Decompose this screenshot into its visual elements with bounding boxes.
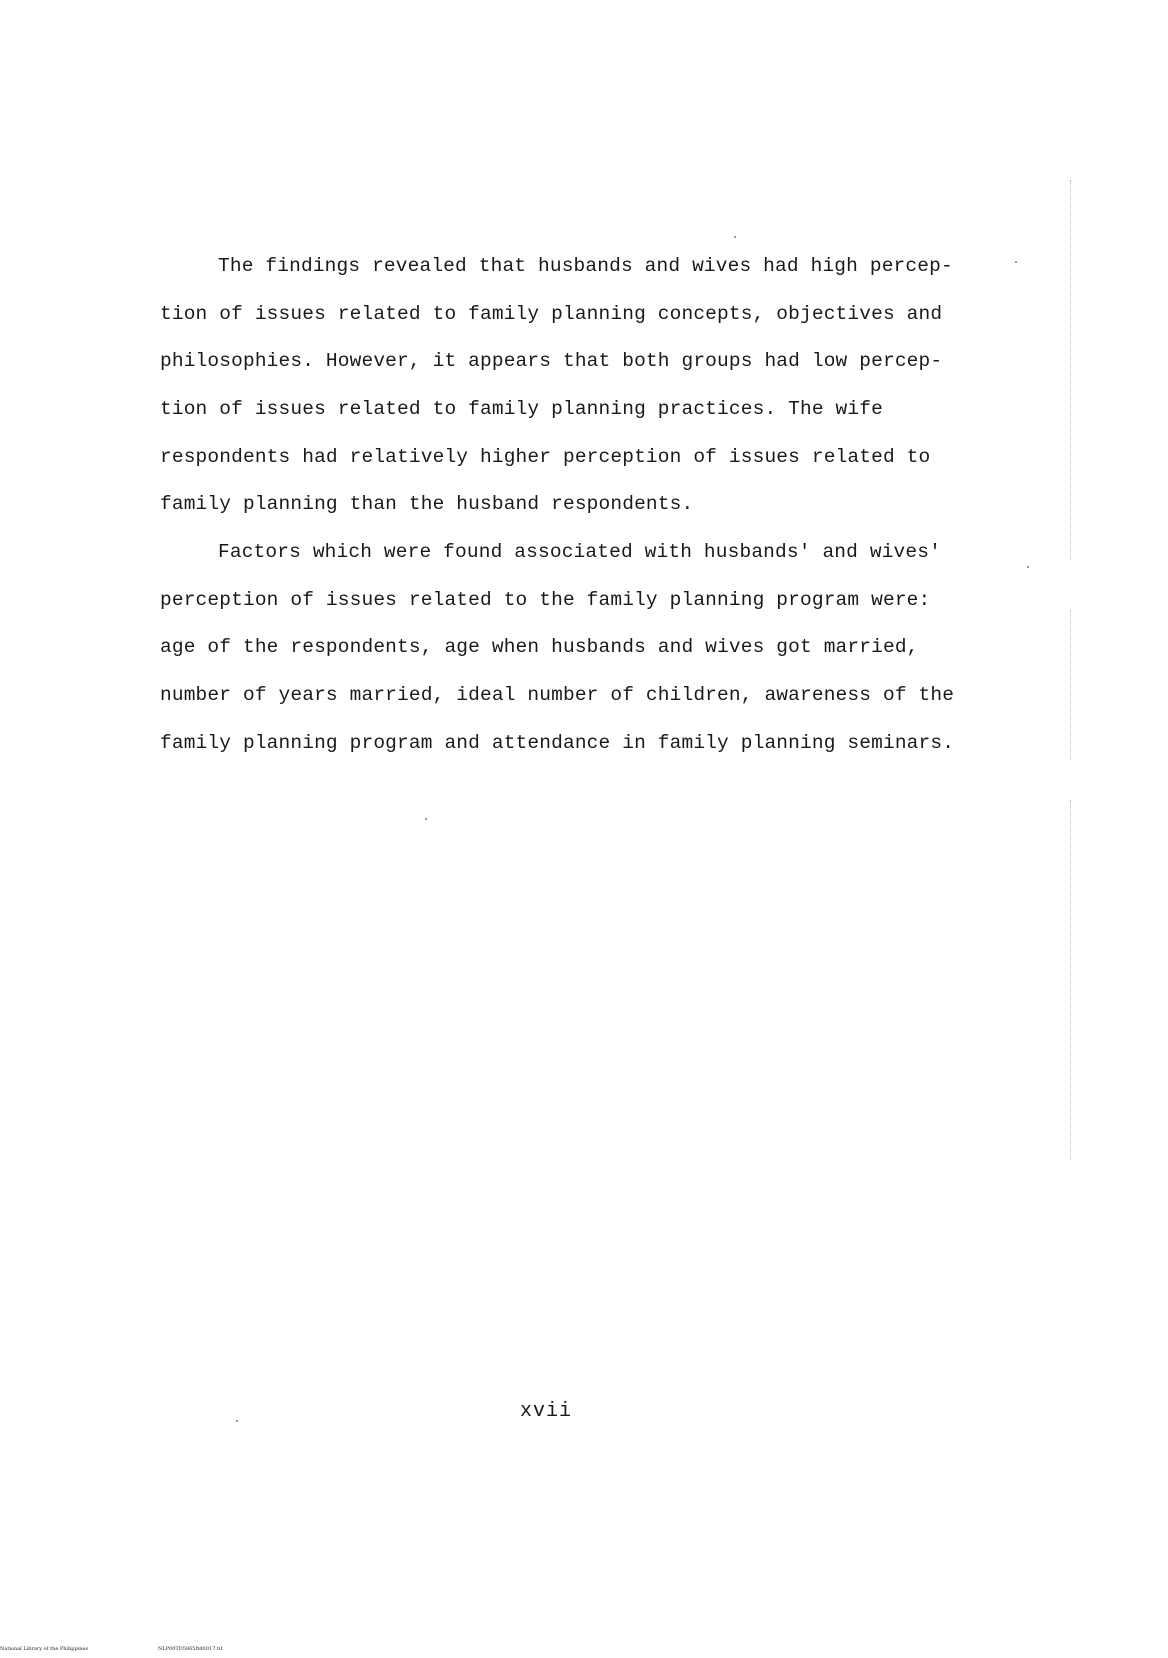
scan-edge-mark — [1070, 800, 1072, 1160]
paragraph-line: number of years married, ideal number of children, awareness of the — [160, 684, 955, 706]
page-number: xvii — [520, 1400, 573, 1423]
scan-speck — [734, 236, 736, 238]
paragraph-line: family planning program and attendance in family planning seminars. — [160, 732, 955, 754]
paragraph-line: philosophies. However, it appears that both groups had low percep- — [160, 350, 943, 372]
scan-speck — [236, 1420, 238, 1422]
scan-speck — [425, 818, 427, 820]
scan-speck — [1015, 261, 1017, 263]
paragraph-line: tion of issues related to family planning concepts, objectives and — [160, 303, 943, 325]
paragraph-line: The findings revealed that husbands and wives had high percep- — [218, 255, 953, 277]
paragraph-line: family planning than the husband respondents. — [160, 493, 694, 515]
paragraph-line: age of the respondents, age when husbands and wives got married, — [160, 636, 919, 658]
footer-library: National Library of the Philippines — [0, 1646, 89, 1652]
footer-file: NLP00TD5865ftd0017.tif — [158, 1646, 223, 1652]
paragraph-line: Factors which were found associated with husbands' and wives' — [218, 541, 941, 563]
paragraph-line: perception of issues related to the family planning program were: — [160, 589, 931, 611]
paragraph-line: respondents had relatively higher perception of issues related to — [160, 446, 931, 468]
scan-edge-mark — [1070, 180, 1072, 560]
scan-speck — [1027, 566, 1029, 568]
scan-edge-mark — [1070, 610, 1072, 760]
paragraph-line: tion of issues related to family planning practices. The wife — [160, 398, 883, 420]
scan-footer — [0, 1646, 223, 1652]
